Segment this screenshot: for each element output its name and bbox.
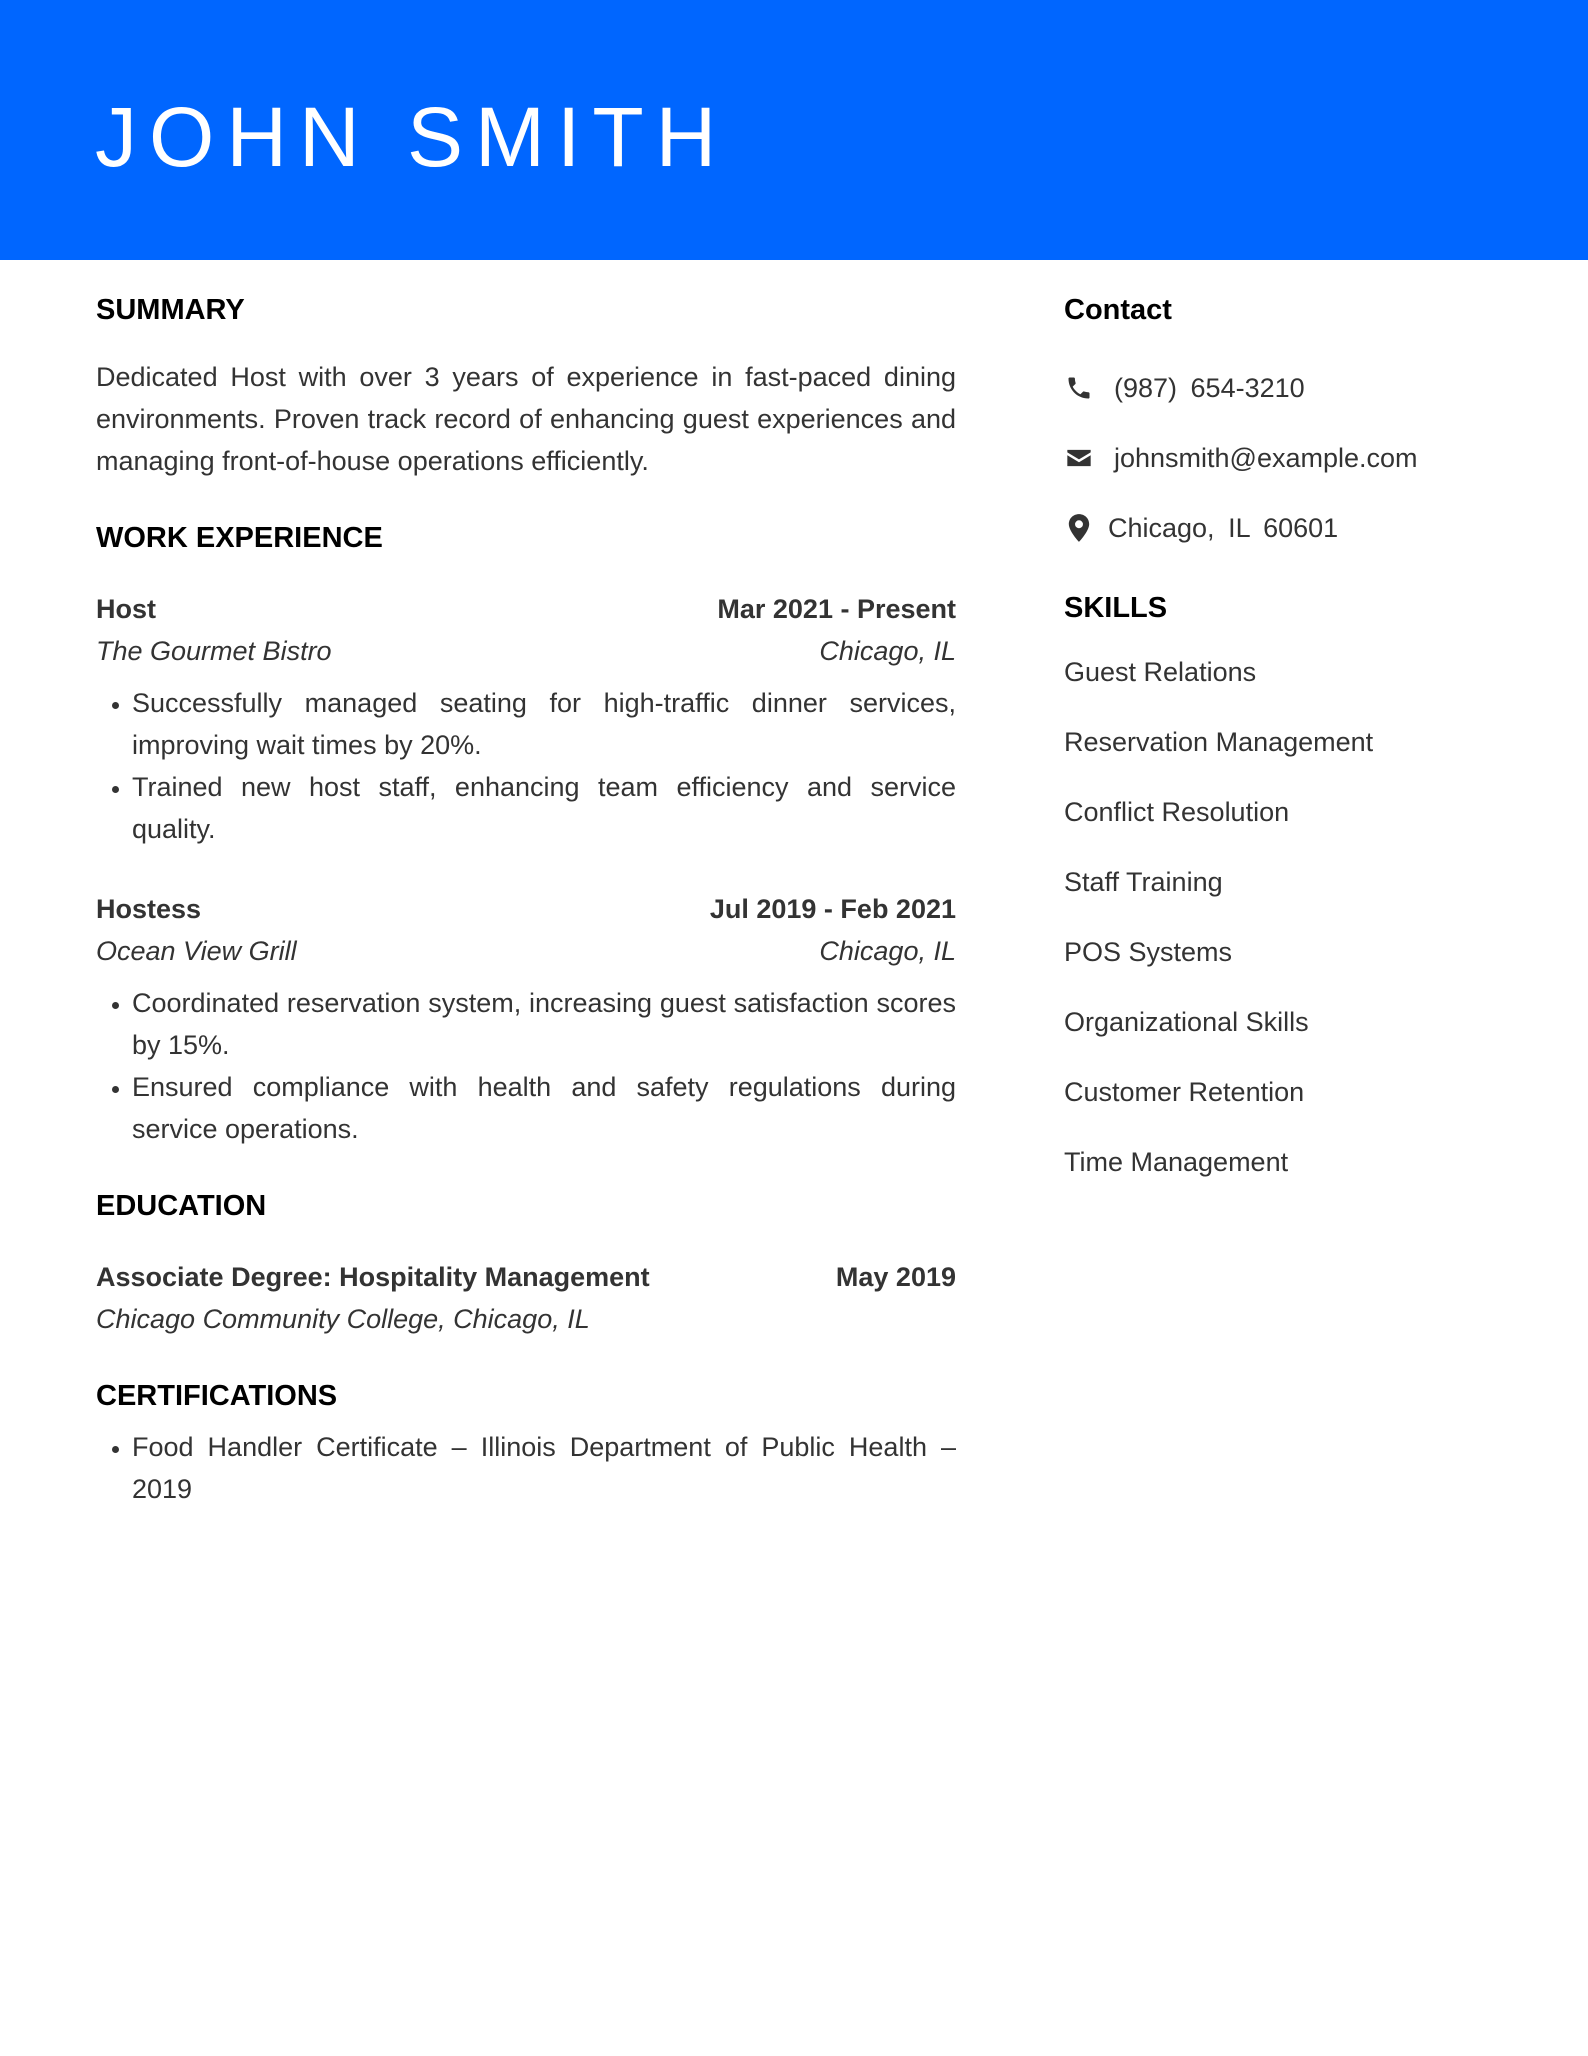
education-heading: EDUCATION [96,1190,267,1222]
skill-item: Time Management [1064,1147,1289,1177]
phone-icon [1064,373,1094,403]
skill-item: Guest Relations [1064,657,1257,687]
skill-item: Customer Retention [1064,1077,1305,1107]
job-location: Chicago, IL [819,636,956,666]
work-experience-heading: WORK EXPERIENCE [96,522,383,554]
degree-name: Associate Degree: Hospitality Management [96,1262,650,1292]
location-text: Chicago, IL 60601 [1108,512,1339,543]
side-column [1064,290,1524,1214]
job-bullet: • Coordinated reservation system, increasing guest satisfaction scores by 15%. [132,982,956,1066]
job-location: Chicago, IL [819,936,956,966]
job-entry [96,888,956,1150]
skill-item: Organizational Skills [1064,1007,1309,1037]
main-column [96,290,956,1510]
job-bullet: • Ensured compliance with health and safety regulations during service operations. [132,1066,956,1150]
job-entry [96,588,956,850]
skill-item: POS Systems [1064,937,1233,967]
skills-heading: SKILLS [1064,592,1168,624]
contact-heading: Contact [1064,294,1172,326]
job-bullet: • Trained new host staff, enhancing team efficiency and service quality. [132,766,956,850]
contact-section [1064,290,1524,546]
degree-date: May 2019 [835,1262,956,1292]
candidate-name: JOHN SMITH [95,90,729,184]
job-dates: Jul 2019 - Feb 2021 [709,894,956,924]
skills-section [1064,588,1524,1180]
skill-item: Conflict Resolution [1064,797,1290,827]
certifications-section [96,1376,956,1510]
job-dates: Mar 2021 - Present [717,594,956,624]
certification-list [96,1426,956,1510]
email-address[interactable]: johnsmith@example.com [1114,442,1418,473]
envelope-icon [1064,443,1094,473]
certification-item: • Food Handler Certificate – Illinois Department of Public Health – 2019 [132,1426,956,1510]
summary-section [96,290,956,482]
job-role: Hostess [96,894,202,924]
phone-number[interactable]: (987) 654-3210 [1114,372,1305,403]
job-company: The Gourmet Bistro [96,636,332,666]
job-company: Ocean View Grill [96,936,297,966]
job-bullets [96,982,956,1150]
contact-email [1064,440,1524,476]
job-role: Host [96,594,156,624]
map-pin-icon [1064,513,1094,543]
header-band [0,0,1588,260]
skill-item: Reservation Management [1064,727,1374,757]
skill-list [1064,654,1524,1180]
summary-heading: SUMMARY [96,294,245,326]
certifications-heading: CERTIFICATIONS [96,1380,338,1412]
work-experience-section [96,518,956,1150]
job-bullets [96,682,956,850]
summary-text: Dedicated Host with over 3 years of experience in fast-paced dining environments. Proven track record of enhancing guest experiences and managing front-of-house operations efficiently. [96,362,956,476]
skill-item: Staff Training [1064,867,1223,897]
job-bullet: • Successfully managed seating for high-traffic dinner services, improving wait times by 20%. [132,682,956,766]
contact-phone [1064,370,1524,406]
school-name: Chicago Community College, Chicago, IL [96,1304,590,1334]
education-section [96,1186,956,1340]
contact-location [1064,510,1524,546]
